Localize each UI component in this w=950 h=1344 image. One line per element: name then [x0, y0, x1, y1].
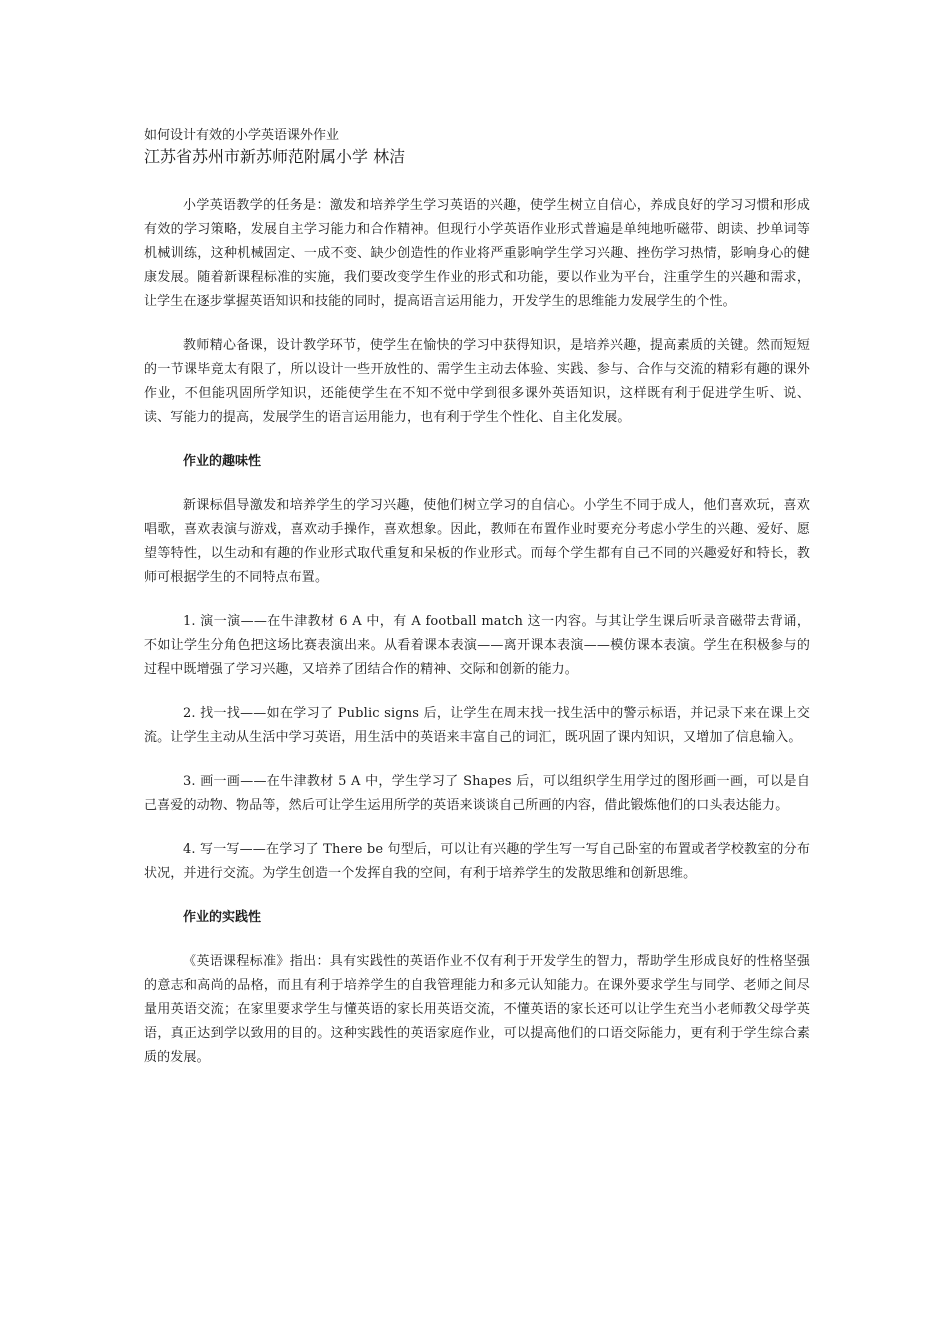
section-heading-interest: 作业的趣味性: [183, 454, 262, 469]
section-heading-practice: 作业的实践性: [183, 910, 262, 925]
body-paragraph: 新课标倡导激发和培养学生的学习兴趣，使他们树立学习的自信心。小学生不同于成人，他们喜欢玩，喜欢唱歌，喜欢表演与游戏，喜欢动手操作，喜欢想象。因此，教师在布置作业时要充分考虑小学生的兴趣、爱好、愿望等特性，以生动和有趣的作业形式取代重复和呆板的作业形式。而每个学生都有自己不同的兴趣爱好和特长，教师可根据学生的不同特点布置。: [144, 498, 810, 585]
document-page: [144, 126, 810, 1090]
intro-paragraph: 小学英语教学的任务是：激发和培养学生学习英语的兴趣，使学生树立自信心，养成良好的学习习惯和形成有效的学习策略，发展自主学习能力和合作精神。但现行小学英语作业形式普遍是单纯地听磁带、朗读、抄单词等机械训练，这种机械固定、一成不变、缺少创造性的作业将严重影响学生学习兴趣、挫伤学习热情，影响身心的健康发展。随着新课程标准的实施，我们要改变学生作业的形式和功能，要以作业为平台，注重学生的兴趣和需求，让学生在逐步掌握英语知识和技能的同时，提高语言运用能力，开发学生的思维能力发展学生的个性。: [144, 198, 810, 309]
list-item-act: 1. 演一演——在牛津教材 6 A 中，有 A football match 这一内容。与其让学生课后听录音磁带去背诵，不如让学生分角色把这场比赛表演出来。从看着课本表演——离开课本表演——模仿课本表演。学生在积极参与的过程中既增强了学习兴趣，又培养了团结合作的精神、交际和创新的能力。: [144, 614, 810, 677]
document-title: 如何设计有效的小学英语课外作业: [144, 128, 340, 143]
body-paragraph: 《英语课程标准》指出：具有实践性的英语作业不仅有利于开发学生的智力，帮助学生形成良好的性格坚强的意志和高尚的品格，而且有利于培养学生的自我管理能力和多元认知能力。在课外要求学生与同学、老师之间尽量用英语交流；在家里要求学生与懂英语的家长用英语交流，不懂英语的家长还可以让学生充当小老师教父母学英语，真正达到学以致用的目的。这种实践性的英语家庭作业，可以提高他们的口语交际能力，更有利于学生综合素质的发展。: [144, 954, 810, 1065]
list-item-write: 4. 写一写——在学习了 There be 句型后，可以让有兴趣的学生写一写自己卧室的布置或者学校教室的分布状况，并进行交流。为学生创造一个发挥自我的空间，有利于培养学生的发散思维和创新思维。: [144, 842, 810, 881]
list-item-draw: 3. 画一画——在牛津教材 5 A 中，学生学习了 Shapes 后，可以组织学生用学过的图形画一画，可以是自己喜爱的动物、物品等，然后可让学生运用所学的英语来谈谈自己所画的内容，借此锻炼他们的口头表达能力。: [144, 774, 810, 813]
list-item-find: 2. 找一找——如在学习了 Public signs 后，让学生在周末找一找生活中的警示标语，并记录下来在课上交流。让学生主动从生活中学习英语，用生活中的英语来丰富自己的词汇，既巩固了课内知识，又增加了信息输入。: [144, 706, 810, 745]
intro-paragraph: 教师精心备课，设计教学环节，使学生在愉快的学习中获得知识，是培养兴趣，提高素质的关键。然而短短的一节课毕竟太有限了，所以设计一些开放性的、需学生主动去体验、实践、参与、合作与交流的精彩有趣的课外作业，不但能巩固所学知识，还能使学生在不知不觉中学到很多课外英语知识，这样既有利于促进学生听、说、读、写能力的提高，发展学生的语言运用能力，也有利于学生个性化、自主化发展。: [144, 338, 810, 425]
author-line: 江苏省苏州市新苏师范附属小学 林洁: [144, 147, 406, 166]
